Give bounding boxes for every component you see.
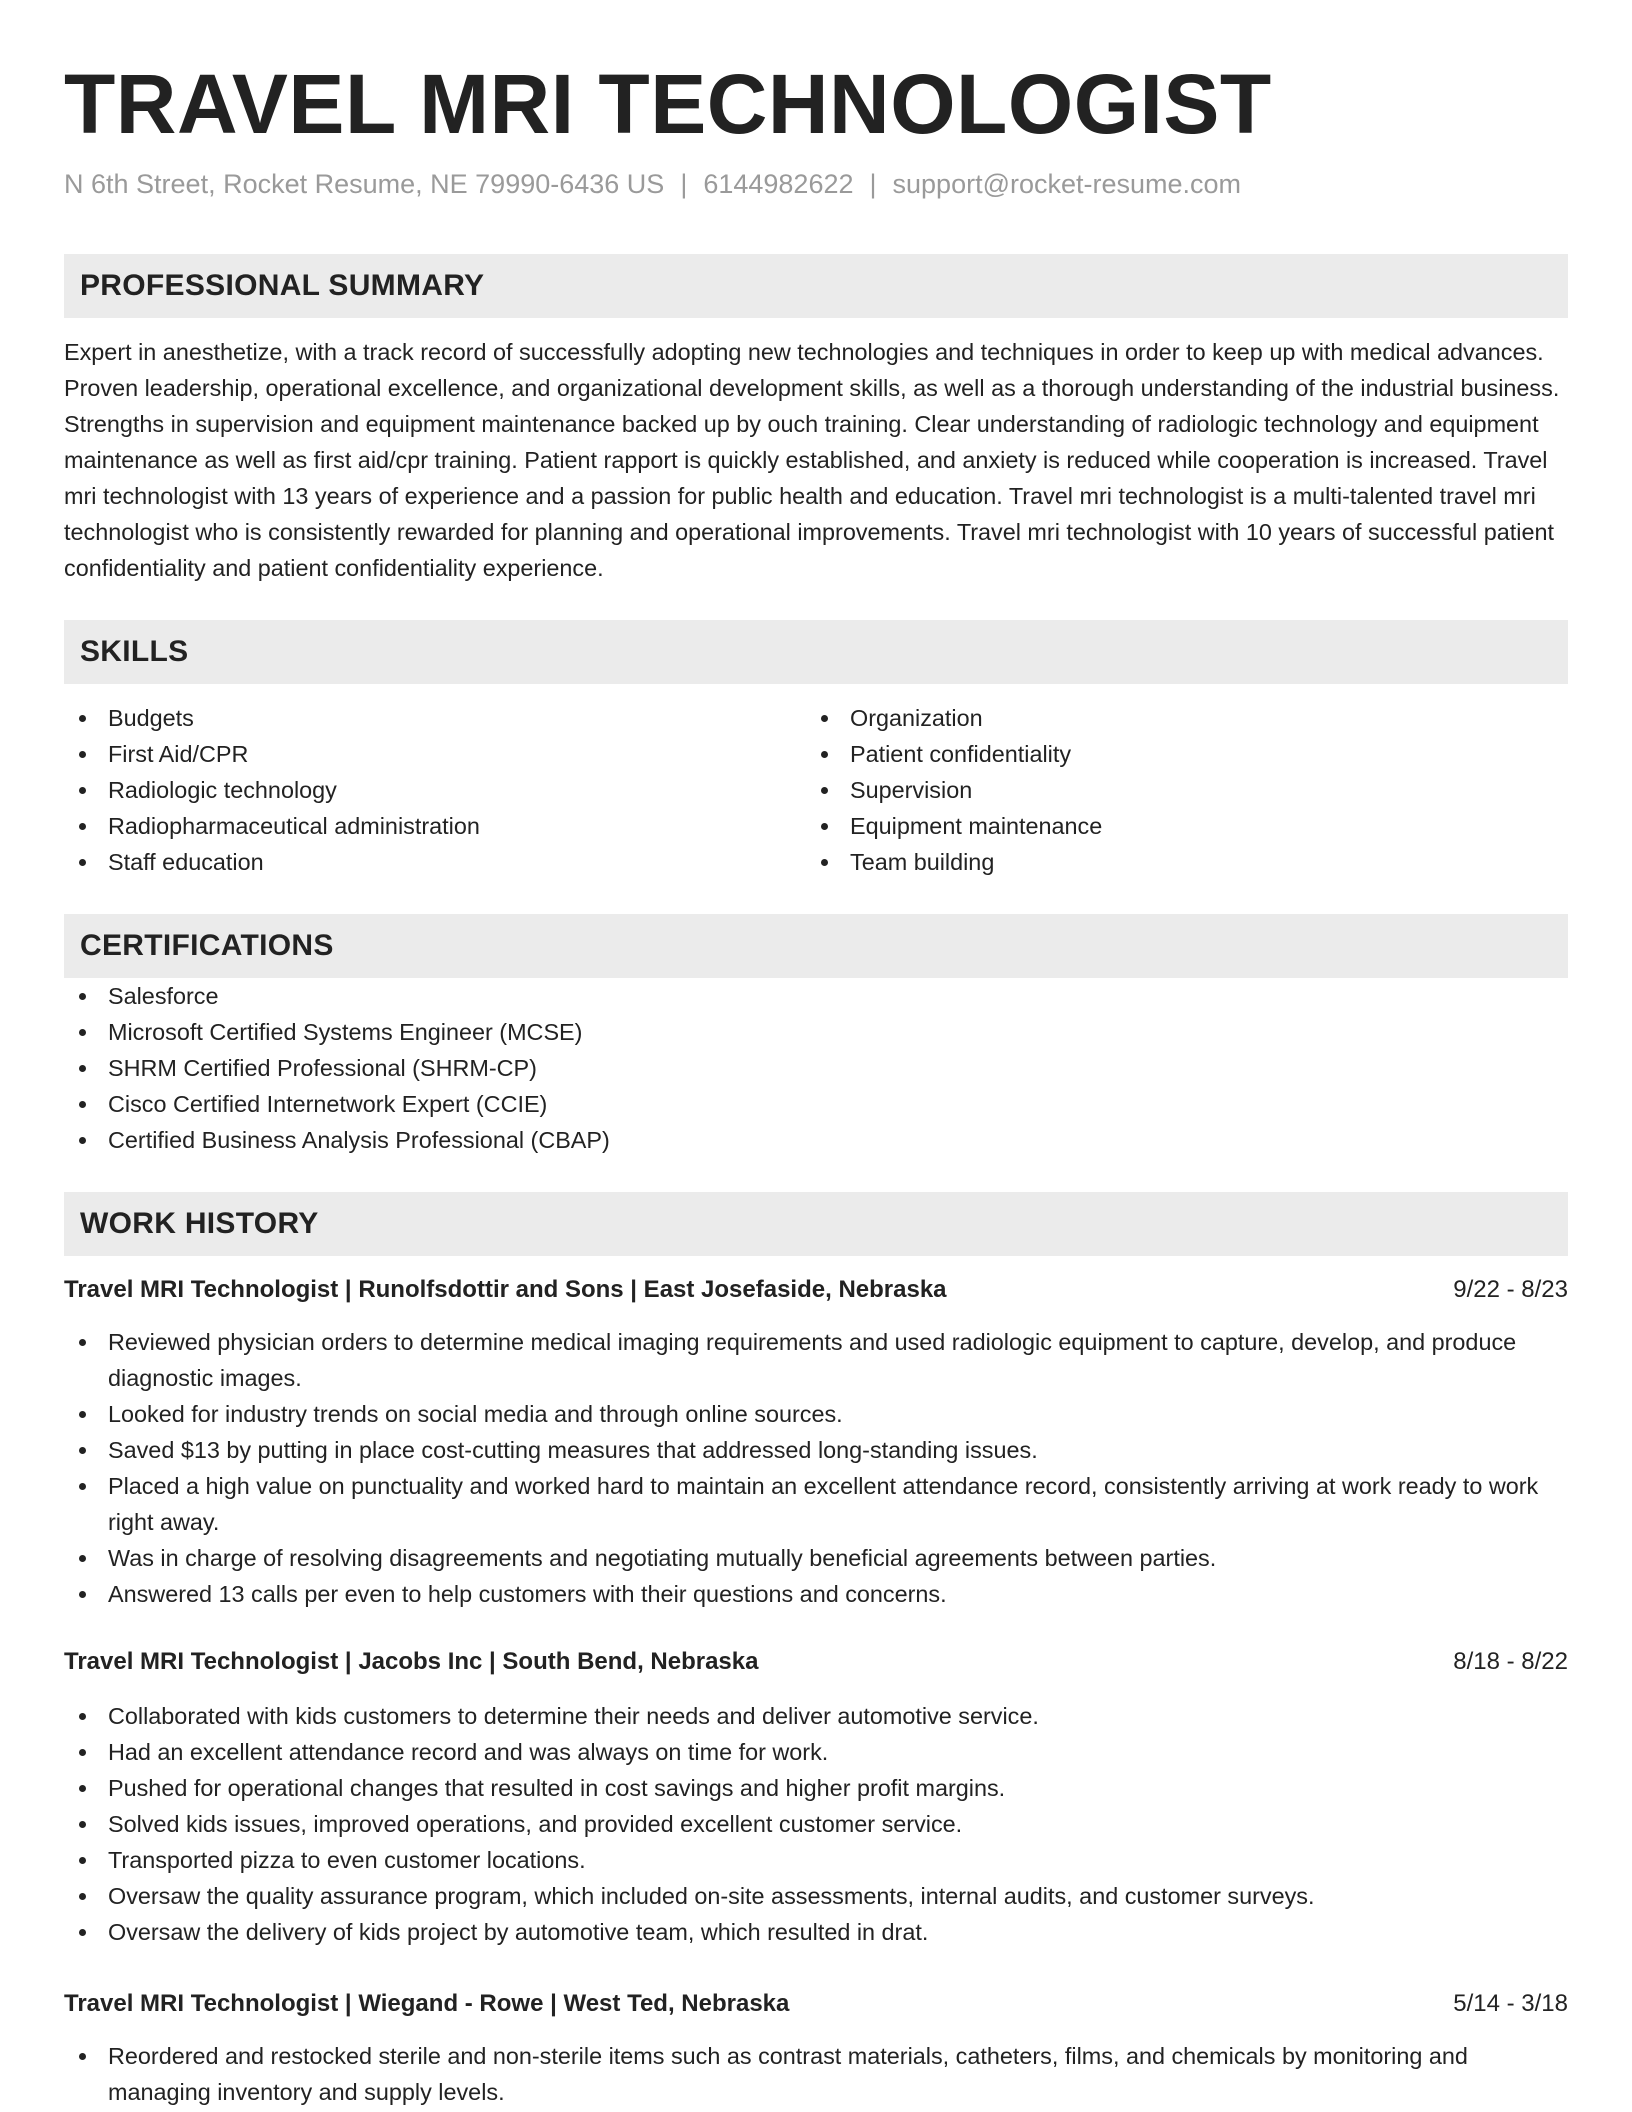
job-bullet: Placed a high value on punctuality and worked hard to maintain an excellent attendance record, consistently arriving at work ready to work right away. [64, 1468, 1568, 1540]
job-bullet: Pushed for operational changes that resulted in cost savings and higher profit margins. [64, 1770, 1568, 1806]
job-bullet: Had an excellent attendance record and was always on time for work. [64, 1734, 1568, 1770]
job-entry [64, 1272, 1568, 1612]
job-bullet-list [64, 2038, 1568, 2110]
contact-line [64, 166, 1568, 202]
job-dates: 8/18 - 8/22 [1453, 1648, 1568, 1675]
job-bullet: Oversaw the quality assurance program, which included on-site assessments, internal audits, and customer surveys. [64, 1878, 1568, 1914]
certification-item: SHRM Certified Professional (SHRM-CP) [64, 1050, 1568, 1086]
job-bullet: Saved $13 by putting in place cost-cutting measures that addressed long-standing issues. [64, 1432, 1568, 1468]
job-header [64, 1272, 1568, 1308]
skill-item: Staff education [64, 844, 806, 880]
job-dates: 9/22 - 8/23 [1453, 1276, 1568, 1303]
job-title: Travel MRI Technologist | Wiegand - Rowe | West Ted, Nebraska [64, 1990, 790, 2017]
job-bullet: Reordered and restocked sterile and non-sterile items such as contrast materials, catheters, films, and chemicals by monitoring and managing inventory and supply levels. [64, 2038, 1568, 2110]
section-header-work-history: WORK HISTORY [64, 1192, 1568, 1256]
job-bullet: Answered 13 calls per even to help customers with their questions and concerns. [64, 1576, 1568, 1612]
skill-item: Budgets [64, 700, 806, 736]
skill-item: Patient confidentiality [806, 736, 1548, 772]
skills-list-left [64, 700, 806, 880]
job-bullet: Looked for industry trends on social media and through online sources. [64, 1396, 1568, 1432]
contact-address: N 6th Street, Rocket Resume, NE 79990-6436 US [64, 169, 665, 199]
job-title: Travel MRI Technologist | Jacobs Inc | South Bend, Nebraska [64, 1648, 759, 1675]
skill-item: Equipment maintenance [806, 808, 1548, 844]
certification-item: Salesforce [64, 978, 1568, 1014]
job-bullet: Transported pizza to even customer locations. [64, 1842, 1568, 1878]
resume-name: TRAVEL MRI TECHNOLOGIST [64, 57, 1272, 151]
skill-item: Organization [806, 700, 1548, 736]
job-dates: 5/14 - 3/18 [1453, 1990, 1568, 2017]
contact-email: support@rocket-resume.com [892, 169, 1242, 199]
contact-phone: 6144982622 [703, 169, 854, 199]
job-bullet: Oversaw the delivery of kids project by automotive team, which resulted in drat. [64, 1914, 1568, 1950]
job-entry [64, 1644, 1568, 1950]
certification-item: Certified Business Analysis Professional (CBAP) [64, 1122, 1568, 1158]
job-bullet: Reviewed physician orders to determine medical imaging requirements and used radiologic equipment to capture, develop, and produce diagnostic images. [64, 1324, 1568, 1396]
skill-item: Radiopharmaceutical administration [64, 808, 806, 844]
skills-grid [64, 700, 1568, 880]
job-entry [64, 1986, 1568, 2110]
contact-separator: | [869, 169, 877, 199]
job-bullet: Was in charge of resolving disagreements and negotiating mutually beneficial agreements between parties. [64, 1540, 1568, 1576]
certification-item: Microsoft Certified Systems Engineer (MCSE) [64, 1014, 1568, 1050]
contact-separator: | [680, 169, 688, 199]
skill-item: Team building [806, 844, 1548, 880]
section-header-summary: PROFESSIONAL SUMMARY [64, 254, 1568, 318]
job-bullet-list [64, 1698, 1568, 1950]
job-header [64, 1986, 1568, 2022]
job-header [64, 1644, 1568, 1680]
job-bullet-list [64, 1324, 1568, 1612]
skill-item: Radiologic technology [64, 772, 806, 808]
skill-item: Supervision [806, 772, 1548, 808]
summary-text: Expert in anesthetize, with a track record of successfully adopting new technologies and techniques in order to keep up with medical advances. Proven leadership, operational excellence, and organizational development skills, as well as a thorough understanding of the industrial business. Strengths in supervision and equipment maintenance backed up by ouch training. Clear understanding of radiologic technology and equipment maintenance as well as first aid/cpr training. Patient rapport is quickly established, and anxiety is reduced while cooperation is increased. Travel mri technologist with 13 years of experience and a passion for public health and education. Travel mri technologist is a multi-talented travel mri technologist who is consistently rewarded for planning and operational improvements. Travel mri technologist with 10 years of successful patient confidentiality and patient confidentiality experience. [64, 339, 1560, 581]
certification-item: Cisco Certified Internetwork Expert (CCIE) [64, 1086, 1568, 1122]
certifications-list [64, 978, 1568, 1158]
skills-list-right [806, 700, 1548, 880]
skill-item: First Aid/CPR [64, 736, 806, 772]
job-bullet: Collaborated with kids customers to determine their needs and deliver automotive service. [64, 1698, 1568, 1734]
job-bullet: Solved kids issues, improved operations, and provided excellent customer service. [64, 1806, 1568, 1842]
section-header-skills: SKILLS [64, 620, 1568, 684]
section-header-certifications: CERTIFICATIONS [64, 914, 1568, 978]
job-title: Travel MRI Technologist | Runolfsdottir and Sons | East Josefaside, Nebraska [64, 1276, 947, 1303]
